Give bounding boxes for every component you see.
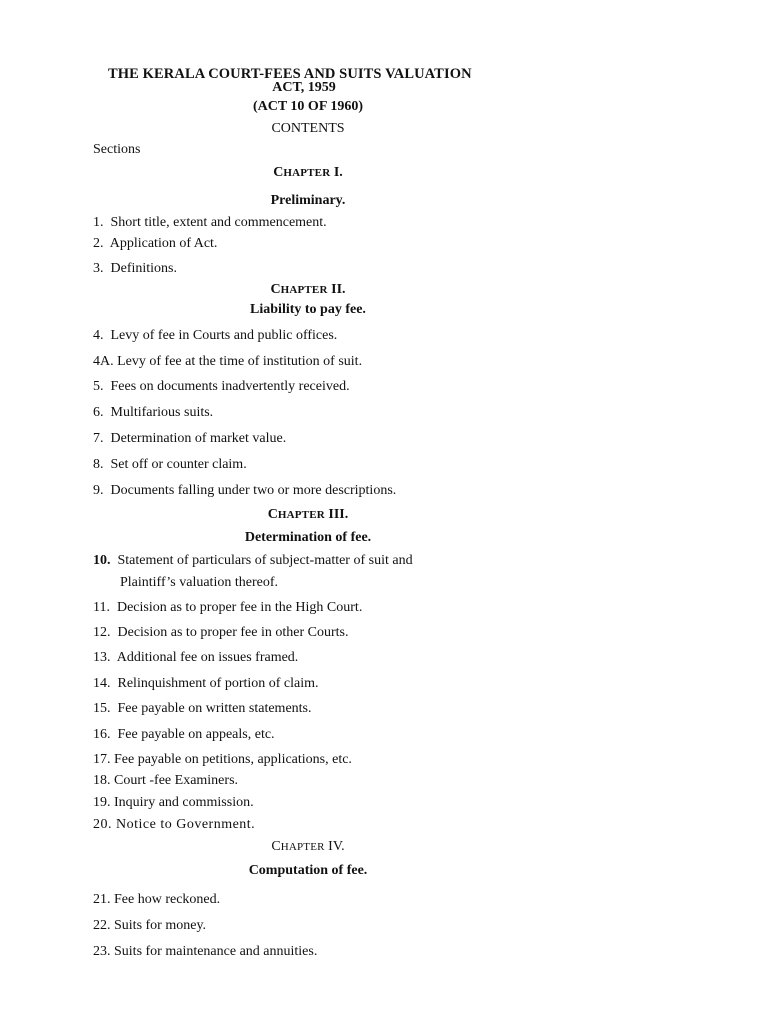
act-number: (ACT 10 OF 1960) bbox=[252, 99, 364, 114]
section-item: 12. Decision as to proper fee in other Courts. bbox=[93, 625, 349, 640]
section-item: 10. Statement of particulars of subject-matter of suit and bbox=[93, 553, 413, 568]
sections-label: Sections bbox=[93, 142, 141, 157]
chapter-title-3: Determination of fee. bbox=[244, 530, 372, 545]
section-item: 9. Documents falling under two or more descriptions. bbox=[93, 483, 397, 498]
section-item: 20. Notice to Government. bbox=[93, 817, 256, 832]
section-item: 14. Relinquishment of portion of claim. bbox=[93, 676, 319, 691]
chapter-heading-1: CHAPTER I. bbox=[273, 165, 343, 180]
act-title-line2: ACT, 1959 bbox=[272, 80, 336, 95]
act-title-line1: THE KERALA COURT-FEES AND SUITS VALUATION bbox=[108, 66, 472, 82]
section-item-continuation: Plaintiff’s valuation thereof. bbox=[120, 575, 278, 590]
section-item: 19. Inquiry and commission. bbox=[93, 795, 254, 810]
section-item: 11. Decision as to proper fee in the High Court. bbox=[93, 600, 363, 615]
chapter-title-1: Preliminary. bbox=[270, 193, 346, 208]
section-item: 3. Definitions. bbox=[93, 261, 177, 276]
section-item: 5. Fees on documents inadvertently received. bbox=[93, 379, 350, 394]
section-item: 2. Application of Act. bbox=[93, 236, 218, 251]
section-item: 21. Fee how reckoned. bbox=[93, 892, 221, 907]
section-item: 15. Fee payable on written statements. bbox=[93, 701, 312, 716]
section-item: 18. Court -fee Examiners. bbox=[93, 773, 239, 788]
section-item: 22. Suits for money. bbox=[93, 918, 207, 933]
section-item: 8. Set off or counter claim. bbox=[93, 457, 247, 472]
section-item: 1. Short title, extent and commencement. bbox=[93, 215, 327, 230]
section-item: 17. Fee payable on petitions, applications, etc. bbox=[93, 752, 352, 767]
section-item: 4A. Levy of fee at the time of institution of suit. bbox=[93, 354, 363, 369]
section-item: 6. Multifarious suits. bbox=[93, 405, 214, 420]
section-item: 23. Suits for maintenance and annuities. bbox=[93, 944, 318, 959]
chapter-heading-3: CHAPTER III. bbox=[267, 507, 349, 522]
section-item: 4. Levy of fee in Courts and public offices. bbox=[93, 328, 338, 343]
chapter-title-4: Computation of fee. bbox=[248, 863, 368, 878]
chapter-heading-2: CHAPTER II. bbox=[270, 282, 346, 297]
section-item: 16. Fee payable on appeals, etc. bbox=[93, 727, 275, 742]
chapter-heading-4: CHAPTER IV. bbox=[271, 839, 345, 854]
section-item: 7. Determination of market value. bbox=[93, 431, 287, 446]
contents-heading: CONTENTS bbox=[271, 121, 345, 136]
chapter-title-2: Liability to pay fee. bbox=[250, 302, 366, 317]
section-item: 13. Additional fee on issues framed. bbox=[93, 650, 299, 665]
